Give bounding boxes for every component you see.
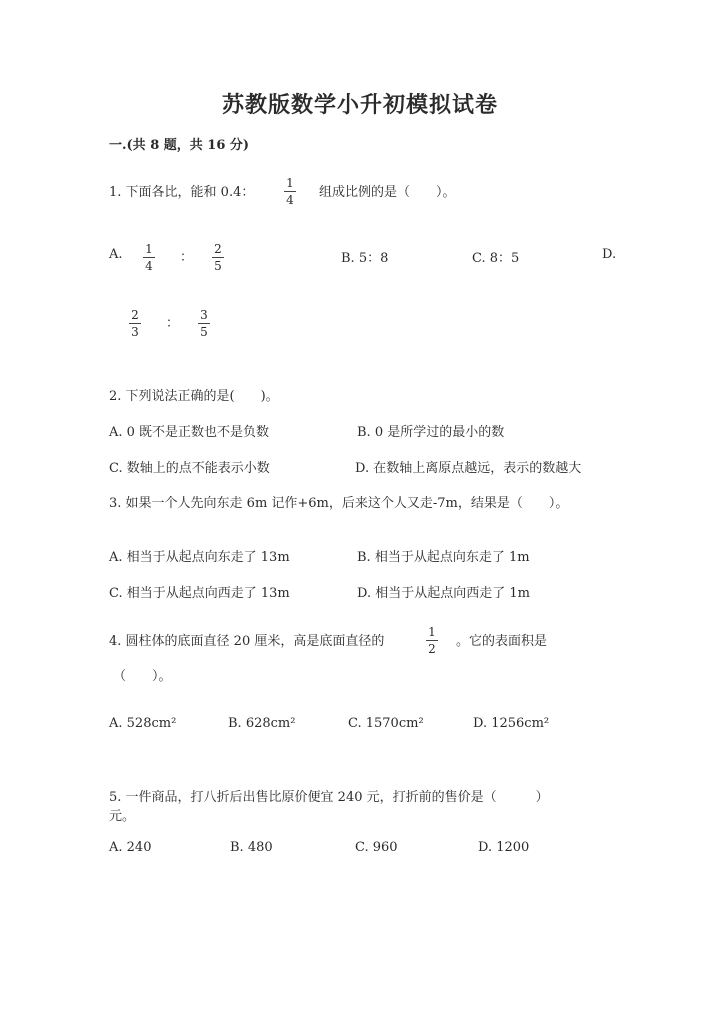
question-4-option-a[interactable]: A. 528cm² <box>109 716 177 731</box>
fraction-numerator: 1 <box>145 242 153 256</box>
question-4-stem-end: 。它的表面积是 <box>456 634 548 649</box>
fraction-numerator: 2 <box>214 242 222 256</box>
question-4-option-c[interactable]: C. 1570cm² <box>348 716 424 731</box>
question-1-option-a-fraction-1 <box>143 242 155 273</box>
question-4-option-b[interactable]: B. 628cm² <box>228 716 296 731</box>
question-4-stem-line2: （ ）。 <box>113 669 172 684</box>
question-1-stem-end: 组成比例的是（ ）。 <box>319 185 456 200</box>
fraction-numerator: 2 <box>131 308 139 322</box>
question-2-option-a[interactable]: A. 0 既不是正数也不是负数 <box>109 425 270 440</box>
question-1-option-a-colon: ： <box>180 250 194 265</box>
fraction-bar <box>143 257 155 258</box>
question-1-option-d-label[interactable]: D. <box>602 247 617 262</box>
question-3-option-b[interactable]: B. 相当于从起点向东走了 1m <box>357 550 530 565</box>
question-2-stem: 2. 下列说法正确的是( )。 <box>109 389 279 404</box>
fraction-denominator: 5 <box>200 325 208 339</box>
fraction-bar <box>426 640 438 641</box>
question-3-option-a[interactable]: A. 相当于从起点向东走了 13m <box>109 550 290 565</box>
question-2-option-d[interactable]: D. 在数轴上离原点越远，表示的数越大 <box>355 461 582 476</box>
fraction-denominator: 4 <box>145 259 153 273</box>
fraction-bar <box>129 323 141 324</box>
question-5-option-a[interactable]: A. 240 <box>109 840 152 855</box>
fraction-numerator: 1 <box>286 176 294 190</box>
question-1-option-b[interactable]: B. 5：8 <box>341 251 389 266</box>
fraction-bar <box>212 257 224 258</box>
question-1-option-d-fraction-2 <box>198 308 210 339</box>
question-5-stem: 5. 一件商品，打八折后出售比原价便宜 240 元，打折前的售价是（ ） <box>109 790 549 805</box>
fraction-numerator: 3 <box>200 308 208 322</box>
question-3-option-c[interactable]: C. 相当于从起点向西走了 13m <box>109 586 290 601</box>
fraction-denominator: 5 <box>214 259 222 273</box>
question-2-option-b[interactable]: B. 0 是所学过的最小的数 <box>357 425 505 440</box>
question-1-fraction <box>284 176 296 207</box>
question-4-option-d[interactable]: D. 1256cm² <box>473 716 550 731</box>
question-1-option-d-colon: ： <box>166 316 180 331</box>
question-4-stem-start: 4. 圆柱体的底面直径 20 厘米，高是底面直径的 <box>109 634 385 649</box>
question-5-option-b[interactable]: B. 480 <box>230 840 273 855</box>
question-5-option-c[interactable]: C. 960 <box>355 840 398 855</box>
question-1-option-a-fraction-2 <box>212 242 224 273</box>
question-1-option-d-fraction-1 <box>129 308 141 339</box>
question-5-stem-line2: 元。 <box>109 809 136 824</box>
fraction-bar <box>198 323 210 324</box>
fraction-denominator: 3 <box>131 325 139 339</box>
question-3-option-d[interactable]: D. 相当于从起点向西走了 1m <box>357 586 530 601</box>
page-title: 苏教版数学小升初模拟试卷 <box>221 92 498 118</box>
fraction-numerator: 1 <box>428 625 436 639</box>
question-1-option-c[interactable]: C. 8：5 <box>472 251 520 266</box>
question-4-fraction <box>426 625 438 656</box>
question-5-option-d[interactable]: D. 1200 <box>478 840 530 855</box>
question-2-option-c[interactable]: C. 数轴上的点不能表示小数 <box>109 461 270 476</box>
question-3-stem: 3. 如果一个人先向东走 6m 记作+6m，后来这个人又走-7m，结果是（ ）。 <box>109 496 569 511</box>
question-1-option-a-label[interactable]: A. <box>109 247 123 262</box>
question-1-stem-start: 1. 下面各比，能和 0.4： <box>109 185 255 200</box>
fraction-bar <box>284 191 296 192</box>
section-header: 一.(共 8 题，共 16 分) <box>109 138 250 153</box>
fraction-denominator: 2 <box>428 642 436 656</box>
fraction-denominator: 4 <box>286 193 294 207</box>
